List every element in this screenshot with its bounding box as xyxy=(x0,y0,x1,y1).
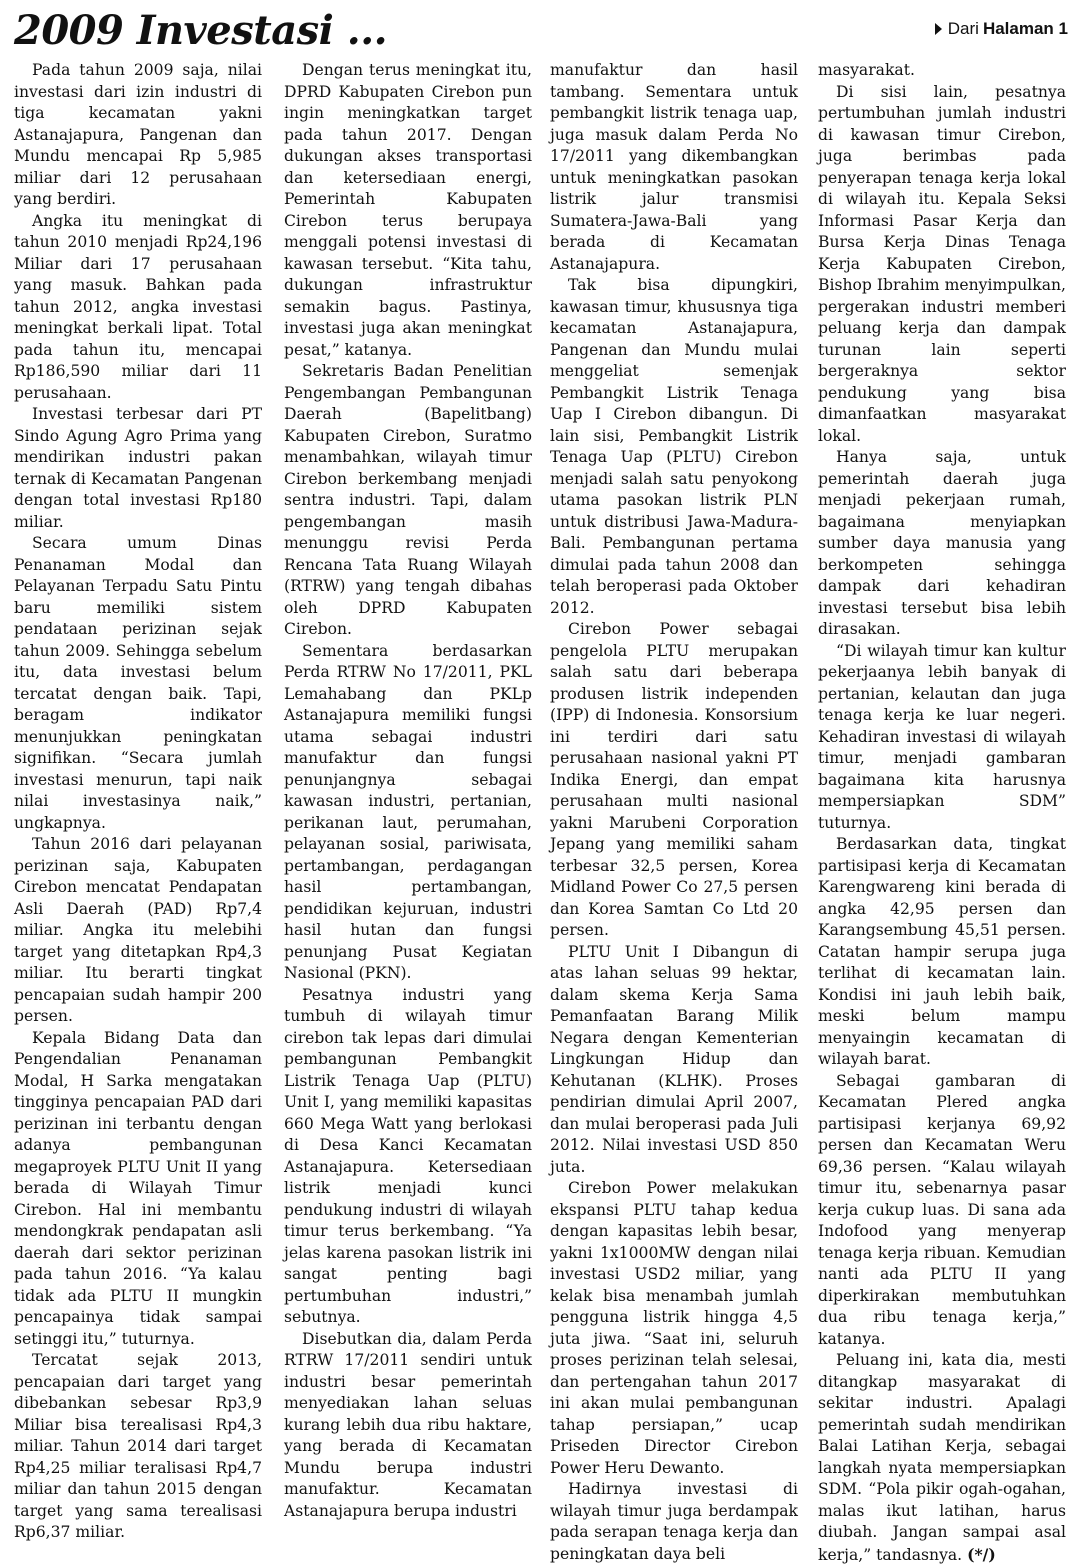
paragraph: Sementara berdasarkan Perda RTRW No 17/2011, PKL Lemahabang dan PKLp Astanajapura memiliki fungsi utama sebagai industri manufaktur dan fungsi penunjangnya sebagai kawasan industri, pertanian, perikanan laut, perumahan, pelayanan sosial, pariwisata, pertambangan, perdagangan hasil pertambangan, pendidikan kejuruan, industri hasil hutan dan fungsi penunjang Pusat Kegiatan Nasional (PKN). xyxy=(284,641,532,982)
paragraph: Tak bisa dipungkiri, kawasan timur, khususnya tiga kecamatan Astanajapura, Pangenan dan Mundu mulai menggeliat semenjak Pembangkit Listrik Tenaga Uap I Cirebon dibangun. Di lain sisi, Pembangkit Listrik Tenaga Uap (PLTU) Cirebon menjadi salah satu penyokong utama pasokan listrik PLN untuk distribusi Jawa-Madura-Bali. Pembangunan pertama dimulai pada tahun 2008 dan telah beroperasi pada Oktober 2012. xyxy=(550,276,798,617)
paragraph: Di sisi lain, pesatnya pertumbuhan jumlah industri di kawasan timur Cirebon, juga berimbas pada penyerapan tenaga kerja lokal di wilayah itu. Kepala Seksi Informasi Pasar Kerja dan Bursa Kerja Dinas Tenaga Kerja Kabupaten Cirebon, Bishop Ibrahim menyimpulkan, pergerakan industri memberi peluang kerja dan dampak turunan lain seperti bergeraknya sektor pendukung yang bisa dimanfaatkan masyarakat lokal. xyxy=(818,82,1066,445)
article-column-4 xyxy=(818,60,1066,1566)
article-column-2 xyxy=(284,60,532,1522)
paragraph: masyarakat. xyxy=(818,61,915,79)
headline: 2009 Investasi ... xyxy=(14,7,388,54)
play-arrow-icon xyxy=(935,23,942,35)
paragraph: Hadirnya investasi di wilayah timur juga berdampak pada serapan tenaga kerja dan peningkatan daya beli xyxy=(550,1480,798,1563)
paragraph: Cirebon Power sebagai pengelola PLTU merupakan salah satu dari beberapa produsen listrik independen (IPP) di Indonesia. Konsorsium ini terdiri dari satu perusahaan nasional yakni PT Indika Energi, dan empat perusahaan multi nasional yakni Marubeni Corporation Jepang yang memiliki saham terbesar 32,5 persen, Korea Midland Power Co 27,5 persen dan Korea Samtan Co Ltd 20 persen. xyxy=(550,620,798,939)
continued-page: Halaman 1 xyxy=(982,19,1068,38)
paragraph: “Di wilayah timur kan kultur pekerjaanya lebih banyak di pertanian, kelautan dan juga tenaga kerja ke luar negeri. Kehadiran investasi di wilayah timur, menjadi gambaran bagaimana kita harusnya mempersiapkan SDM” tuturnya. xyxy=(818,641,1066,832)
paragraph: manufaktur dan hasil tambang. Sementara untuk pembangkit listrik tenaga uap, juga masuk dalam Perda No 17/2011 yang dikembangkan untuk meningkatkan pasokan listrik jalur transmisi Sumatera-Jawa-Bali yang berada di Kecamatan Astanajapura. xyxy=(550,61,798,273)
paragraph: Sebagai gambaran di Kecamatan Plered angka partisipasi kerjanya 69,92 persen dan Kecamatan Weru 69,36 persen. “Kalau wilayah timur itu, sebenarnya pasar kerja cukup luas. Di sana ada Indofood yang menyerap tenaga kerja ribuan. Kemudian nanti ada PLTU II yang diperkirakan membutuhkan dua ribu tenaga kerja,” katanya. xyxy=(818,1071,1066,1348)
paragraph: Cirebon Power melakukan ekspansi PLTU tahap kedua dengan kapasitas lebih besar, yakni 1x1000MW dengan nilai investasi USD2 miliar, yang kelak bisa menambah jumlah pengguna listrik hingga 4,5 juta jiwa. “Saat ini, seluruh proses perizinan telah selesai, dan pertengahan tahun 2017 ini akan mulai pembangunan tahap persiapan,” ucap Priseden Director Cirebon Power Heru Dewanto. xyxy=(550,1179,798,1477)
paragraph: Tercatat sejak 2013, pencapaian dari target yang dibebankan sebesar Rp3,9 Miliar bisa terealisasi Rp4,3 miliar. Tahun 2014 dari target Rp4,25 miliar teralisasi Rp4,7 miliar dan tahun 2015 dengan target yang sama terealisasi Rp6,37 miliar. xyxy=(14,1351,262,1541)
paragraph: Pesatnya industri yang tumbuh di wilayah timur cirebon tak lepas dari dimulai pembangunan Pembangkit Listrik Tenaga Uap (PLTU) Unit I, yang memiliki kapasitas 660 Mega Watt yang berlokasi di Desa Kanci Kecamatan Astanajapura. Ketersediaan listrik menjadi kunci pendukung industri di wilayah timur terus berkembang. “Ya jelas karena pasokan listrik ini sangat penting bagi pertumbuhan industri,” sebutnya. xyxy=(284,985,532,1326)
paragraph: Tahun 2016 dari pelayanan perizinan saja, Kabupaten Cirebon mencatat Pendapatan Asli Daerah (PAD) Rp7,4 miliar. Angka itu melebihi target yang ditetapkan Rp4,3 miliar. Itu berarti tingkat pencapaian sudah hampir 200 persen. xyxy=(14,835,262,1025)
paragraph: Dengan terus meningkat itu, DPRD Kabupaten Cirebon pun ingin meningkatkan target pada tahun 2017. Dengan dukungan akses transportasi dan ketersediaan energi, Pemerintah Kabupaten Cirebon terus berupaya menggali potensi investasi di kawasan tersebut. “Kita tahu, dukungan infrastruktur semakin bagus. Pastinya, investasi juga akan meningkat pesat,” katanya. xyxy=(284,61,532,359)
paragraph-text: Peluang ini, kata dia, mesti ditangkap masyarakat di sekitar industri. Apalagi pemerintah sudah mendirikan Balai Latihan Kerja, sebagai langkah nyata mempersiapkan SDM. “Pola pikir ogah-ogahan, malas ikut latihan, harus diubah. Jangan sampai asal kerja,” tandasnya. xyxy=(818,1351,1066,1564)
paragraph: Kepala Bidang Data dan Pengendalian Penanaman Modal, H Sarka mengatakan tingginya pencapaian PAD dari perizinan ini terbantu dengan adanya pembangunan megaproyek PLTU Unit II yang berada di Wilayah Timur Cirebon. Hal ini membantu mendongkrak pendapatan asli daerah dari sektor perizinan pada tahun 2016. “Ya kalau tidak ada PLTU II mungkin pencapainya tidak sampai setinggi itu,” tuturnya. xyxy=(14,1028,262,1348)
paragraph: Hanya saja, untuk pemerintah daerah juga menjadi pekerjaan rumah, bagaimana menyiapkan sumber daya manusia yang berkompeten sehingga dampak dari kehadiran investasi tersebut bisa lebih dirasakan. xyxy=(818,448,1066,638)
paragraph: PLTU Unit I Dibangun di atas lahan seluas 99 hektar, dalam skema Kerja Sama Pemanfaatan Barang Milik Negara dengan Kementerian Lingkungan Hidup dan Kehutanan (KLHK). Proses pendirian dimulai April 2007, dan mulai beroperasi pada Juli 2012. Nilai investasi USD 850 juta. xyxy=(550,942,798,1176)
continued-prefix: Dari xyxy=(947,19,979,38)
continued-from-label xyxy=(935,18,1068,40)
paragraph: Disebutkan dia, dalam Perda RTRW 17/2011 sendiri untuk industri besar pemerintah menyediakan lahan seluas kurang lebih dua ribu haktare, yang berada di Kecamatan Mundu berupa industri manufaktur. Kecamatan Astanajapura berupa industri xyxy=(284,1329,532,1520)
paragraph: Berdasarkan data, tingkat partisipasi kerja di Kecamatan Karengwareng kini berada di angka 42,95 persen dan Karangsembung 45,51 persen. Catatan hampir serupa juga terlihat di kecamatan lain. Kondisi ini jauh lebih baik, meski belum mampu menyaingin kecamatan di wilayah barat. xyxy=(818,835,1066,1068)
article-column-1 xyxy=(14,60,262,1544)
article-column-3 xyxy=(550,60,798,1565)
paragraph: Angka itu meningkat di tahun 2010 menjadi Rp24,196 Miliar dari 17 perusahaan yang masuk. Bahkan pada tahun 2012, angka investasi meningkat berkali lipat. Total pada tahun itu, mencapai Rp186,590 miliar dari 11 perusahaan. xyxy=(14,211,262,402)
paragraph: Secara umum Dinas Penanaman Modal dan Pelayanan Terpadu Satu Pintu baru memiliki sistem pendataan perizinan sejak tahun 2009. Sehingga sebelum itu, data investasi belum tercatat dengan baik. Tapi, beragam indikator menunjukkan peningkatan signifikan. “Secara jumlah investasi menurun, tapi naik nilai investasinya naik,” ungkapnya. xyxy=(14,534,262,832)
last-paragraph xyxy=(818,1350,1066,1566)
paragraph: Pada tahun 2009 saja, nilai investasi dari izin industri di tiga kecamatan yakni Astanajapura, Pangenan dan Mundu mencapai Rp 5,985 miliar dari 12 perusahaan yang berdiri. xyxy=(14,61,262,208)
paragraph: Sekretaris Badan Penelitian Pengembangan Pembangunan Daerah (Bapelitbang) Kabupaten Cirebon, Suratmo menambahkan, wilayah timur Cirebon berkembang menjadi sentra industri. Tapi, dalam pengembangan masih menunggu revisi Perda Rencana Tata Ruang Wilayah (RTRW) yang tengah dibahas oleh DPRD Kabupaten Cirebon. xyxy=(284,362,532,638)
end-mark: (*/) xyxy=(967,1544,996,1564)
paragraph: Investasi terbesar dari PT Sindo Agung Agro Prima yang mendirikan industri pakan ternak di Kecamatan Pangenan dengan total investasi Rp180 miliar. xyxy=(14,405,262,531)
